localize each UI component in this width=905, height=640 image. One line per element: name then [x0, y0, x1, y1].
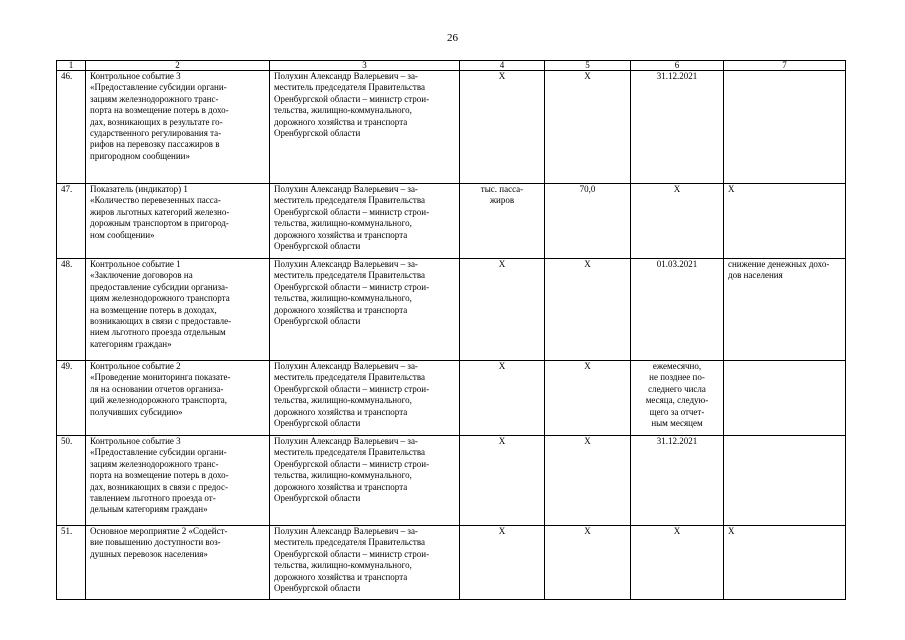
cell-col4: X — [460, 71, 545, 184]
table-row — [57, 71, 846, 184]
cell-col6: X — [631, 526, 724, 600]
cell-col4: X — [460, 526, 545, 600]
row-number: 50. — [57, 436, 86, 526]
cell-col6: 01.03.2021 — [631, 259, 724, 361]
cell-col5: X — [545, 259, 631, 361]
cell-col6: 31.12.2021 — [631, 436, 724, 526]
cell-col7: X — [724, 526, 846, 600]
column-header: 4 — [460, 61, 545, 71]
table-row — [57, 259, 846, 361]
cell-col7: X — [724, 184, 846, 259]
row-number: 48. — [57, 259, 86, 361]
row-number: 51. — [57, 526, 86, 600]
column-header: 5 — [545, 61, 631, 71]
row-number: 49. — [57, 361, 86, 436]
item-name: Показатель (индикатор) 1 «Количество перевезенных пасса- жиров льготных категорий железно- дорожным транспортом в пригород- ном сообщении» — [86, 184, 270, 259]
cell-col4: X — [460, 436, 545, 526]
item-name: Контрольное событие 3 «Предоставление субсидии органи- зациям железнодорожного транс- порта на возмещение потерь в дохо- дах, возникающих в связи с предос- тавлением льготного проезда от- дельным категориям граждан» — [86, 436, 270, 526]
header-row — [57, 61, 846, 71]
responsible-person: Полухин Александр Валерьевич – за- меститель председателя Правительства Оренбургской области – министр строи- тельства, жилищно-коммунального, дорожного хозяйства и транспорта Оренбургской области — [270, 184, 460, 259]
cell-col4: X — [460, 361, 545, 436]
cell-col6: X — [631, 184, 724, 259]
responsible-person: Полухин Александр Валерьевич – за- меститель председателя Правительства Оренбургской области – министр строи- тельства, жилищно-коммунального, дорожного хозяйства и транспорта Оренбургской области — [270, 436, 460, 526]
cell-col7 — [724, 71, 846, 184]
item-name: Контрольное событие 1 «Заключение договоров на предоставление субсидии организа- циям железнодорожного транспорта на возмещение потерь в доходах, возникающих в связи с предоставле- нием льготного проезда отдельным категориям граждан» — [86, 259, 270, 361]
responsible-person: Полухин Александр Валерьевич – за- меститель председателя Правительства Оренбургской области – министр строи- тельства, жилищно-коммунального, дорожного хозяйства и транспорта Оренбургской области — [270, 361, 460, 436]
column-header: 6 — [631, 61, 724, 71]
cell-col5: X — [545, 71, 631, 184]
table-row — [57, 361, 846, 436]
item-name: Контрольное событие 3 «Предоставление субсидии органи- зациям железнодорожного транс- порта на возмещение потерь в дохо- дах, возникающих в результате го- сударственного регулирования та- рифов на перевозку пассажиров в пригородном сообщении» — [86, 71, 270, 184]
page-number: 26 — [447, 32, 458, 44]
cell-col5: X — [545, 436, 631, 526]
responsible-person: Полухин Александр Валерьевич – за- меститель председателя Правительства Оренбургской области – министр строи- тельства, жилищно-коммунального, дорожного хозяйства и транспорта Оренбургской области — [270, 71, 460, 184]
table-row — [57, 526, 846, 600]
column-header: 1 — [57, 61, 86, 71]
responsible-person: Полухин Александр Валерьевич – за- меститель председателя Правительства Оренбургской области – министр строи- тельства, жилищно-коммунального, дорожного хозяйства и транспорта Оренбургской области — [270, 259, 460, 361]
plan-table — [56, 60, 846, 600]
cell-col5: X — [545, 361, 631, 436]
cell-col7 — [724, 436, 846, 526]
column-header: 3 — [270, 61, 460, 71]
responsible-person: Полухин Александр Валерьевич – за- меститель председателя Правительства Оренбургской области – министр строи- тельства, жилищно-коммунального, дорожного хозяйства и транспорта Оренбургской области — [270, 526, 460, 600]
item-name: Основное мероприятие 2 «Содейст- вие повышению доступности воз- душных перевозок населения» — [86, 526, 270, 600]
cell-col4: X — [460, 259, 545, 361]
column-header: 2 — [86, 61, 270, 71]
cell-col6: ежемесячно, не позднее по- следнего числа месяца, следую- щего за отчет- ным месяцем — [631, 361, 724, 436]
cell-col5: 70,0 — [545, 184, 631, 259]
column-header: 7 — [724, 61, 846, 71]
cell-col4: тыс. пасса- жиров — [460, 184, 545, 259]
row-number: 46. — [57, 71, 86, 184]
cell-col5: X — [545, 526, 631, 600]
cell-col7 — [724, 361, 846, 436]
table-row — [57, 184, 846, 259]
row-number: 47. — [57, 184, 86, 259]
table-row — [57, 436, 846, 526]
cell-col6: 31.12.2021 — [631, 71, 724, 184]
cell-col7: снижение денежных дохо- дов населения — [724, 259, 846, 361]
item-name: Контрольное событие 2 «Проведение мониторинга показате- ля на основании отчетов организа- ций железнодорожного транспорта, получивших субсидию» — [86, 361, 270, 436]
